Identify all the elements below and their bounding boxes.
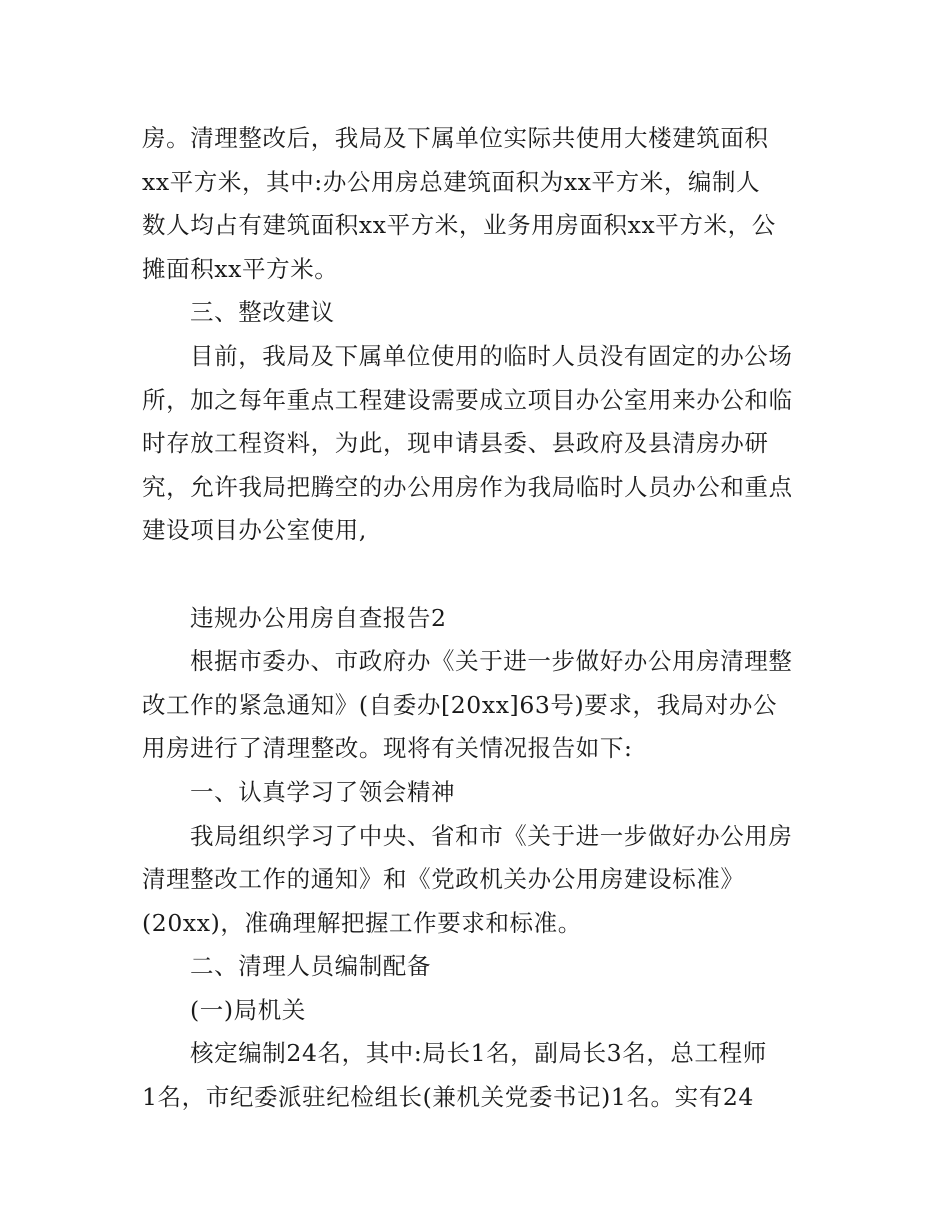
text-line: 时存放工程资料，为此，现申请县委、县政府及县清房办研: [142, 429, 769, 458]
text-line: 我局组织学习了中央、省和市《关于进一步做好办公用房: [190, 821, 793, 850]
text-line: 用房进行了清理整改。现将有关情况报告如下:: [142, 734, 633, 763]
text-line: 改工作的紧急通知》(自委办[20xx]63号)要求，我局对办公: [142, 690, 778, 719]
text-line: 数人均占有建筑面积xx平方米，业务用房面积xx平方米，公: [142, 211, 776, 240]
text-line: 核定编制24名，其中:局长1名，副局长3名，总工程师: [190, 1039, 767, 1068]
text-line: 所，加之每年重点工程建设需要成立项目办公室用来办公和临: [142, 385, 793, 414]
text-line: 清理整改工作的通知》和《党政机关办公用房建设标准》: [142, 865, 745, 894]
text-line: 三、整改建议: [190, 298, 335, 327]
paragraph-gap: [142, 553, 812, 597]
text-line: 目前，我局及下属单位使用的临时人员没有固定的办公场: [190, 341, 793, 370]
text-line: (20xx)，准确理解把握工作要求和标准。: [142, 908, 582, 937]
text-line: 究，允许我局把腾空的办公用房作为我局临时人员办公和重点: [142, 472, 793, 501]
text-line: 二、清理人员编制配备: [190, 952, 431, 981]
text-line: 根据市委办、市政府办《关于进一步做好办公用房清理整: [190, 647, 793, 676]
text-line: 违规办公用房自查报告2: [190, 603, 447, 632]
text-line: xx平方米，其中:办公用房总建筑面积为xx平方米，编制人: [142, 167, 761, 196]
text-line: 一、认真学习了领会精神: [190, 777, 456, 806]
text-line: 建设项目办公室使用,: [142, 516, 367, 545]
text-line: 房。清理整改后，我局及下属单位实际共使用大楼建筑面积: [142, 124, 769, 152]
text-line: 摊面积xx平方米。: [142, 254, 339, 283]
text-line: 1名，市纪委派驻纪检组长(兼机关党委书记)1名。实有24: [142, 1083, 754, 1112]
document-body: [142, 117, 812, 1120]
text-line: (一)局机关: [190, 995, 306, 1024]
